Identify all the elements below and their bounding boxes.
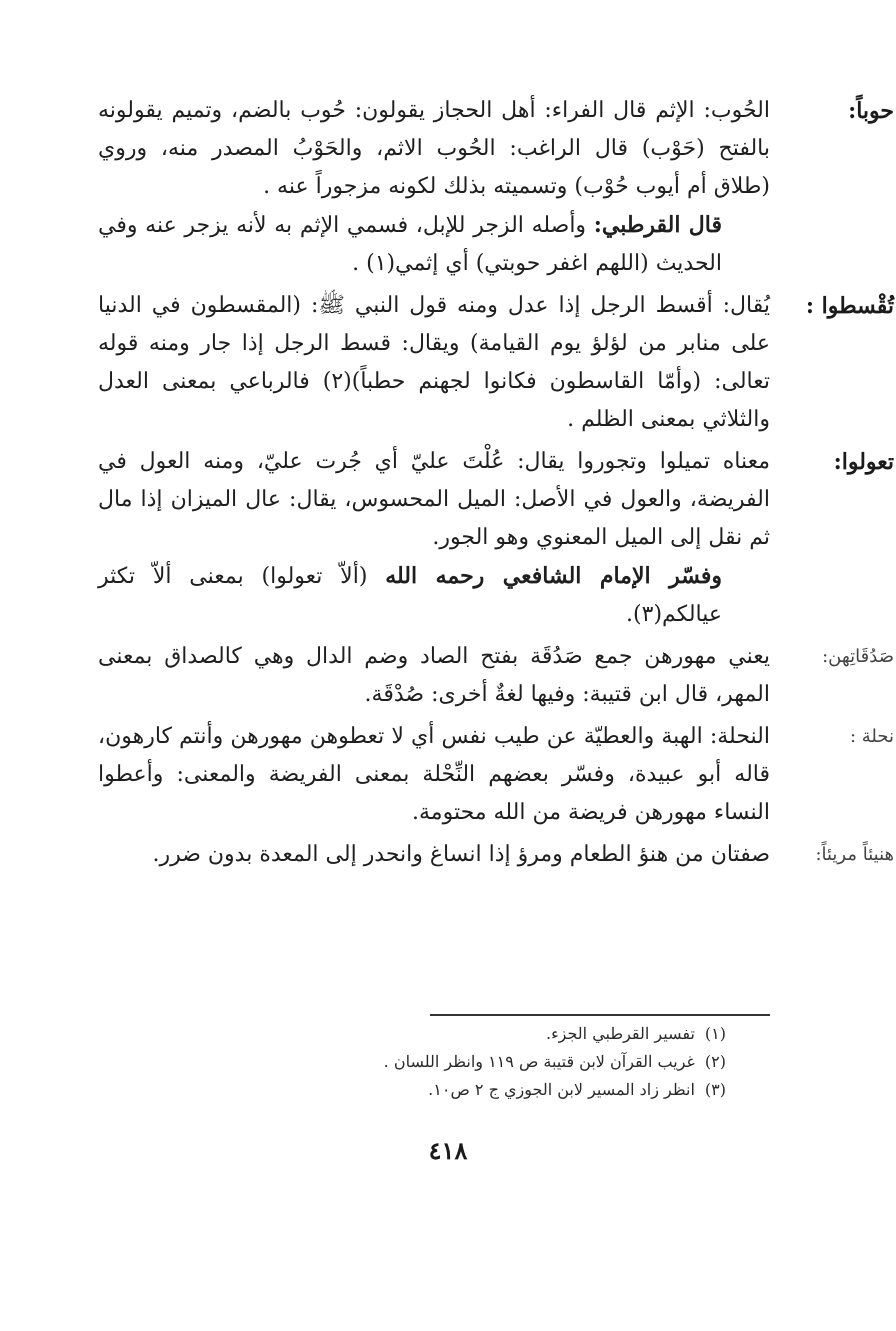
entry-taulu bbox=[98, 443, 894, 634]
footnote-mark: (٢) bbox=[704, 1052, 726, 1071]
entry-nihla bbox=[98, 718, 894, 832]
entry-text: صفتان من هنؤ الطعام ومرؤ إذا انساغ وانحدر إلى المعدة بدون ضرر. bbox=[152, 842, 770, 867]
entry-saduqatihinna bbox=[98, 638, 894, 714]
footnote-text: انظر زاد المسير لابن الجوزي ج ٢ ص١٠. bbox=[428, 1080, 695, 1099]
footnote-mark: (١) bbox=[704, 1024, 726, 1043]
headword: حوباً: bbox=[848, 98, 894, 124]
headword: صَدُقَاتِهن: bbox=[822, 646, 894, 667]
entry-text: يُقال: أقسط الرجل إذا عدل ومنه قول النبي ﷺ: (المقسطون في الدنيا على منابر من لؤلؤ يوم القيامة) ويقال: قسط الرجل إذا جار ومنه قوله تعالى: (وأمّا القاسطون فكانوا لجهنم حطباً)(٢) فالرباعي بمعنى العدل والثلاثي بمعنى الظلم . bbox=[98, 293, 770, 432]
footnote-text: غريب القرآن لابن قتيبة ص ١١٩ وانظر اللسان . bbox=[383, 1052, 695, 1071]
sub-text: وأصله الزجر للإبل، فسمي الإثم به لأنه يزجر عنه وفي الحديث (اللهم اغفر حوبتي) أي إثمي(١) . bbox=[98, 213, 722, 276]
entry-sub-paragraph bbox=[98, 557, 770, 634]
entry-huban bbox=[98, 92, 894, 283]
footnote-2 bbox=[206, 1048, 726, 1076]
sub-lead: قال القرطبي: bbox=[593, 212, 722, 238]
entry-tuqsitu bbox=[98, 287, 894, 439]
footnote-divider bbox=[430, 1014, 770, 1016]
sub-lead: وفسّر الإمام الشافعي رحمه الله bbox=[385, 563, 722, 589]
headword: تُقْسطوا : bbox=[805, 293, 894, 319]
entry-text: يعني مهورهن جمع صَدُقَة بفتح الصاد وضم الدال وهي كالصداق بمعنى المهر، قال ابن قتيبة: وفيها لغةٌ أخرى: صُدْقَة. bbox=[98, 644, 770, 707]
entry-text: الحُوب: الإثم قال الفراء: أهل الحجاز يقولون: حُوب بالضم، وتميم يقولونه بالفتح (حَوْب) قال الراغب: الحُوب الاثم، والحَوْبُ المصدر منه، وروي (طلاق أم أيوب حُوْب) وتسميته بذلك لكونه مزجوراً عنه . bbox=[98, 98, 770, 199]
entry-text: معناه تميلوا وتجوروا يقال: عُلْتَ عليّ أي جُرت عليّ، ومنه العول في الفريضة، والعول في الأصل: الميل المحسوس، يقال: عال الميزان إذا مال ثم نقل إلى الميل المعنوي وهو الجور. bbox=[98, 449, 770, 550]
footnote-3 bbox=[206, 1076, 726, 1104]
headword: هنيئاً مريئاً: bbox=[815, 844, 894, 865]
footnote-text: تفسير القرطبي الجزء. bbox=[546, 1024, 695, 1043]
entry-text: النحلة: الهبة والعطيّة عن طيب نفس أي لا تعطوهن مهورهن وأنتم كارهون، قاله أبو عبيدة، وفسّر بعضهم النِّحْلة بمعنى الفريضة والمعنى: وأعطوا النساء مهورهن فريضة من الله محتومة. bbox=[98, 724, 770, 825]
footnote-1 bbox=[206, 1020, 726, 1048]
headword: نحلة : bbox=[849, 726, 894, 747]
headword: تعولوا: bbox=[833, 449, 894, 475]
footnote-mark: (٣) bbox=[704, 1080, 726, 1099]
entry-sub-paragraph bbox=[98, 206, 770, 283]
page-number: ٤١٨ bbox=[428, 1136, 468, 1165]
sub-text: (ألاّ تعولوا) بمعنى ألاّ تكثر عيالكم(٣). bbox=[98, 564, 722, 627]
main-text bbox=[98, 92, 894, 878]
footnotes bbox=[206, 1020, 726, 1104]
entry-haniian bbox=[98, 836, 894, 874]
